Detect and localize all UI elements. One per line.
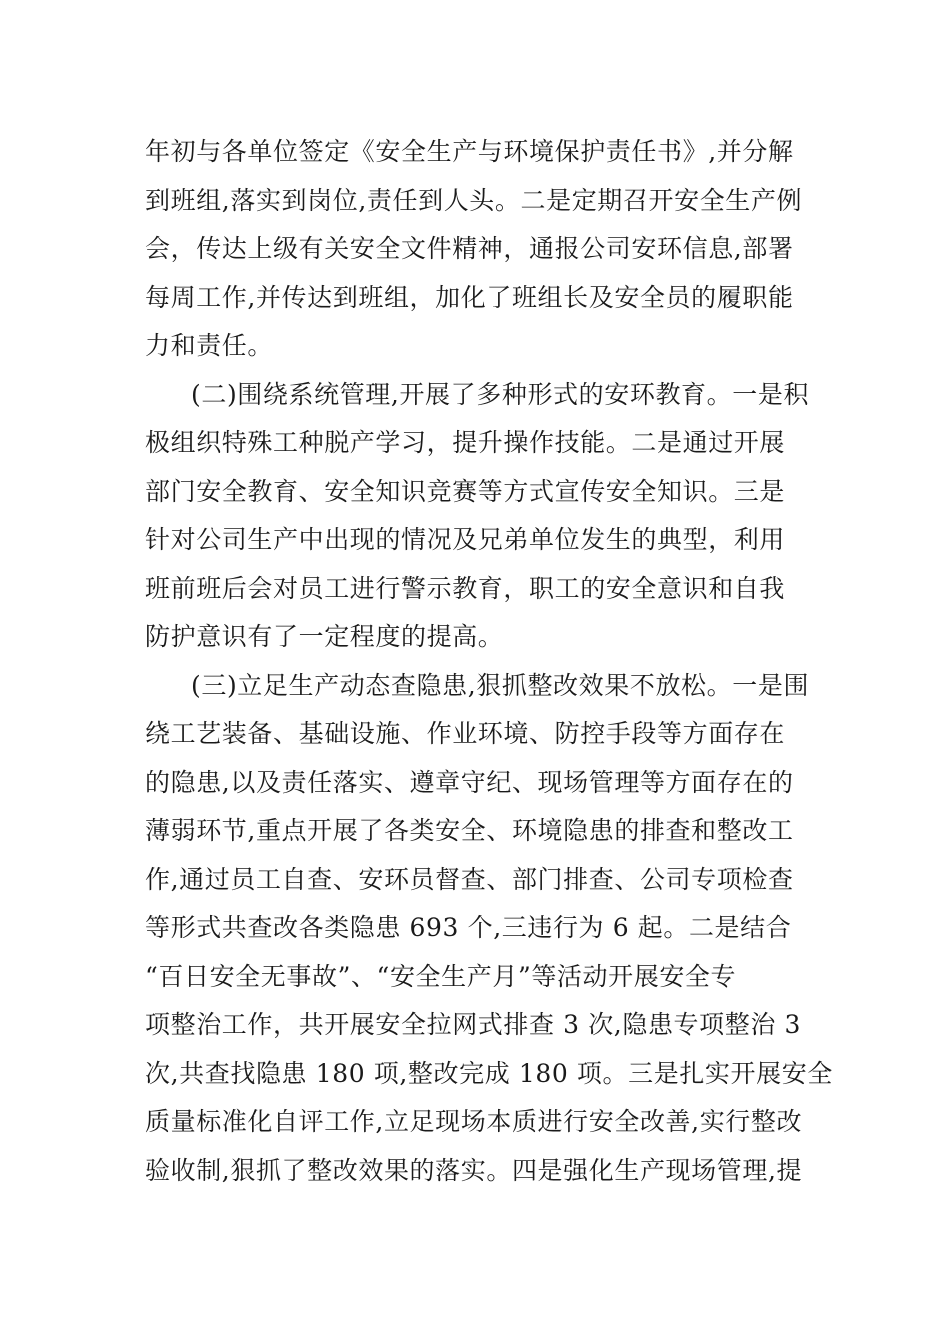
text-line: 力和责任。 (145, 331, 274, 360)
text-line: 质量标准化自评工作,立足现场本质进行安全改善,实行整改 (145, 1107, 803, 1136)
text-line: 班前班后会对员工进行警示教育，职工的安全意识和自我 (145, 573, 786, 603)
text-line: 绕工艺装备、基础设施、作业环境、防控手段等方面存在 (145, 719, 786, 748)
body-text (145, 128, 833, 1195)
text-line: 作,通过员工自查、安环员督查、部门排查、公司专项检查 (145, 864, 794, 894)
text-line: 等形式共查改各类隐患 693 个,三违行为 6 起。二是结合 (145, 913, 792, 942)
text-line: 每周工作,并传达到班组，加化了班组长及安全员的履职能 (145, 282, 794, 312)
paragraph-start-line: (二)围绕系统管理,开展了多种形式的安环教育。一是积 (191, 379, 810, 409)
text-line: 的隐患,以及责任落实、遵章守纪、现场管理等方面存在的 (145, 767, 794, 797)
text-line: 年初与各单位签定《安全生产与环境保护责任书》,并分解 (145, 137, 794, 166)
text-line: 项整治工作，共开展安全拉网式排查 3 次,隐患专项整治 3 (145, 1010, 802, 1039)
text-line: 防护意识有了一定程度的提高。 (145, 622, 504, 651)
text-line: 验收制,狠抓了整改效果的落实。四是强化生产现场管理,提 (145, 1155, 803, 1185)
text-line: 到班组,落实到岗位,责任到人头。二是定期召开安全生产例 (145, 185, 803, 215)
text-line: “百日安全无事故”、“安全生产月”等活动开展安全专 (145, 961, 737, 991)
paragraph-start-line: (三)立足生产动态查隐患,狠抓整改效果不放松。一是围 (191, 670, 810, 700)
text-line: 部门安全教育、安全知识竞赛等方式宣传安全知识。三是 (145, 476, 786, 506)
text-line: 次,共查找隐患 180 项,整改完成 180 项。三是扎实开展安全 (145, 1058, 833, 1088)
text-line: 会，传达上级有关安全文件精神，通报公司安环信息,部署 (145, 234, 794, 263)
text-line: 极组织特殊工种脱产学习，提升操作技能。二是通过开展 (145, 428, 786, 457)
text-line: 针对公司生产中出现的情况及兄弟单位发生的典型，利用 (145, 525, 786, 554)
text-line: 薄弱环节,重点开展了各类安全、环境隐患的排查和整改工 (145, 816, 794, 845)
